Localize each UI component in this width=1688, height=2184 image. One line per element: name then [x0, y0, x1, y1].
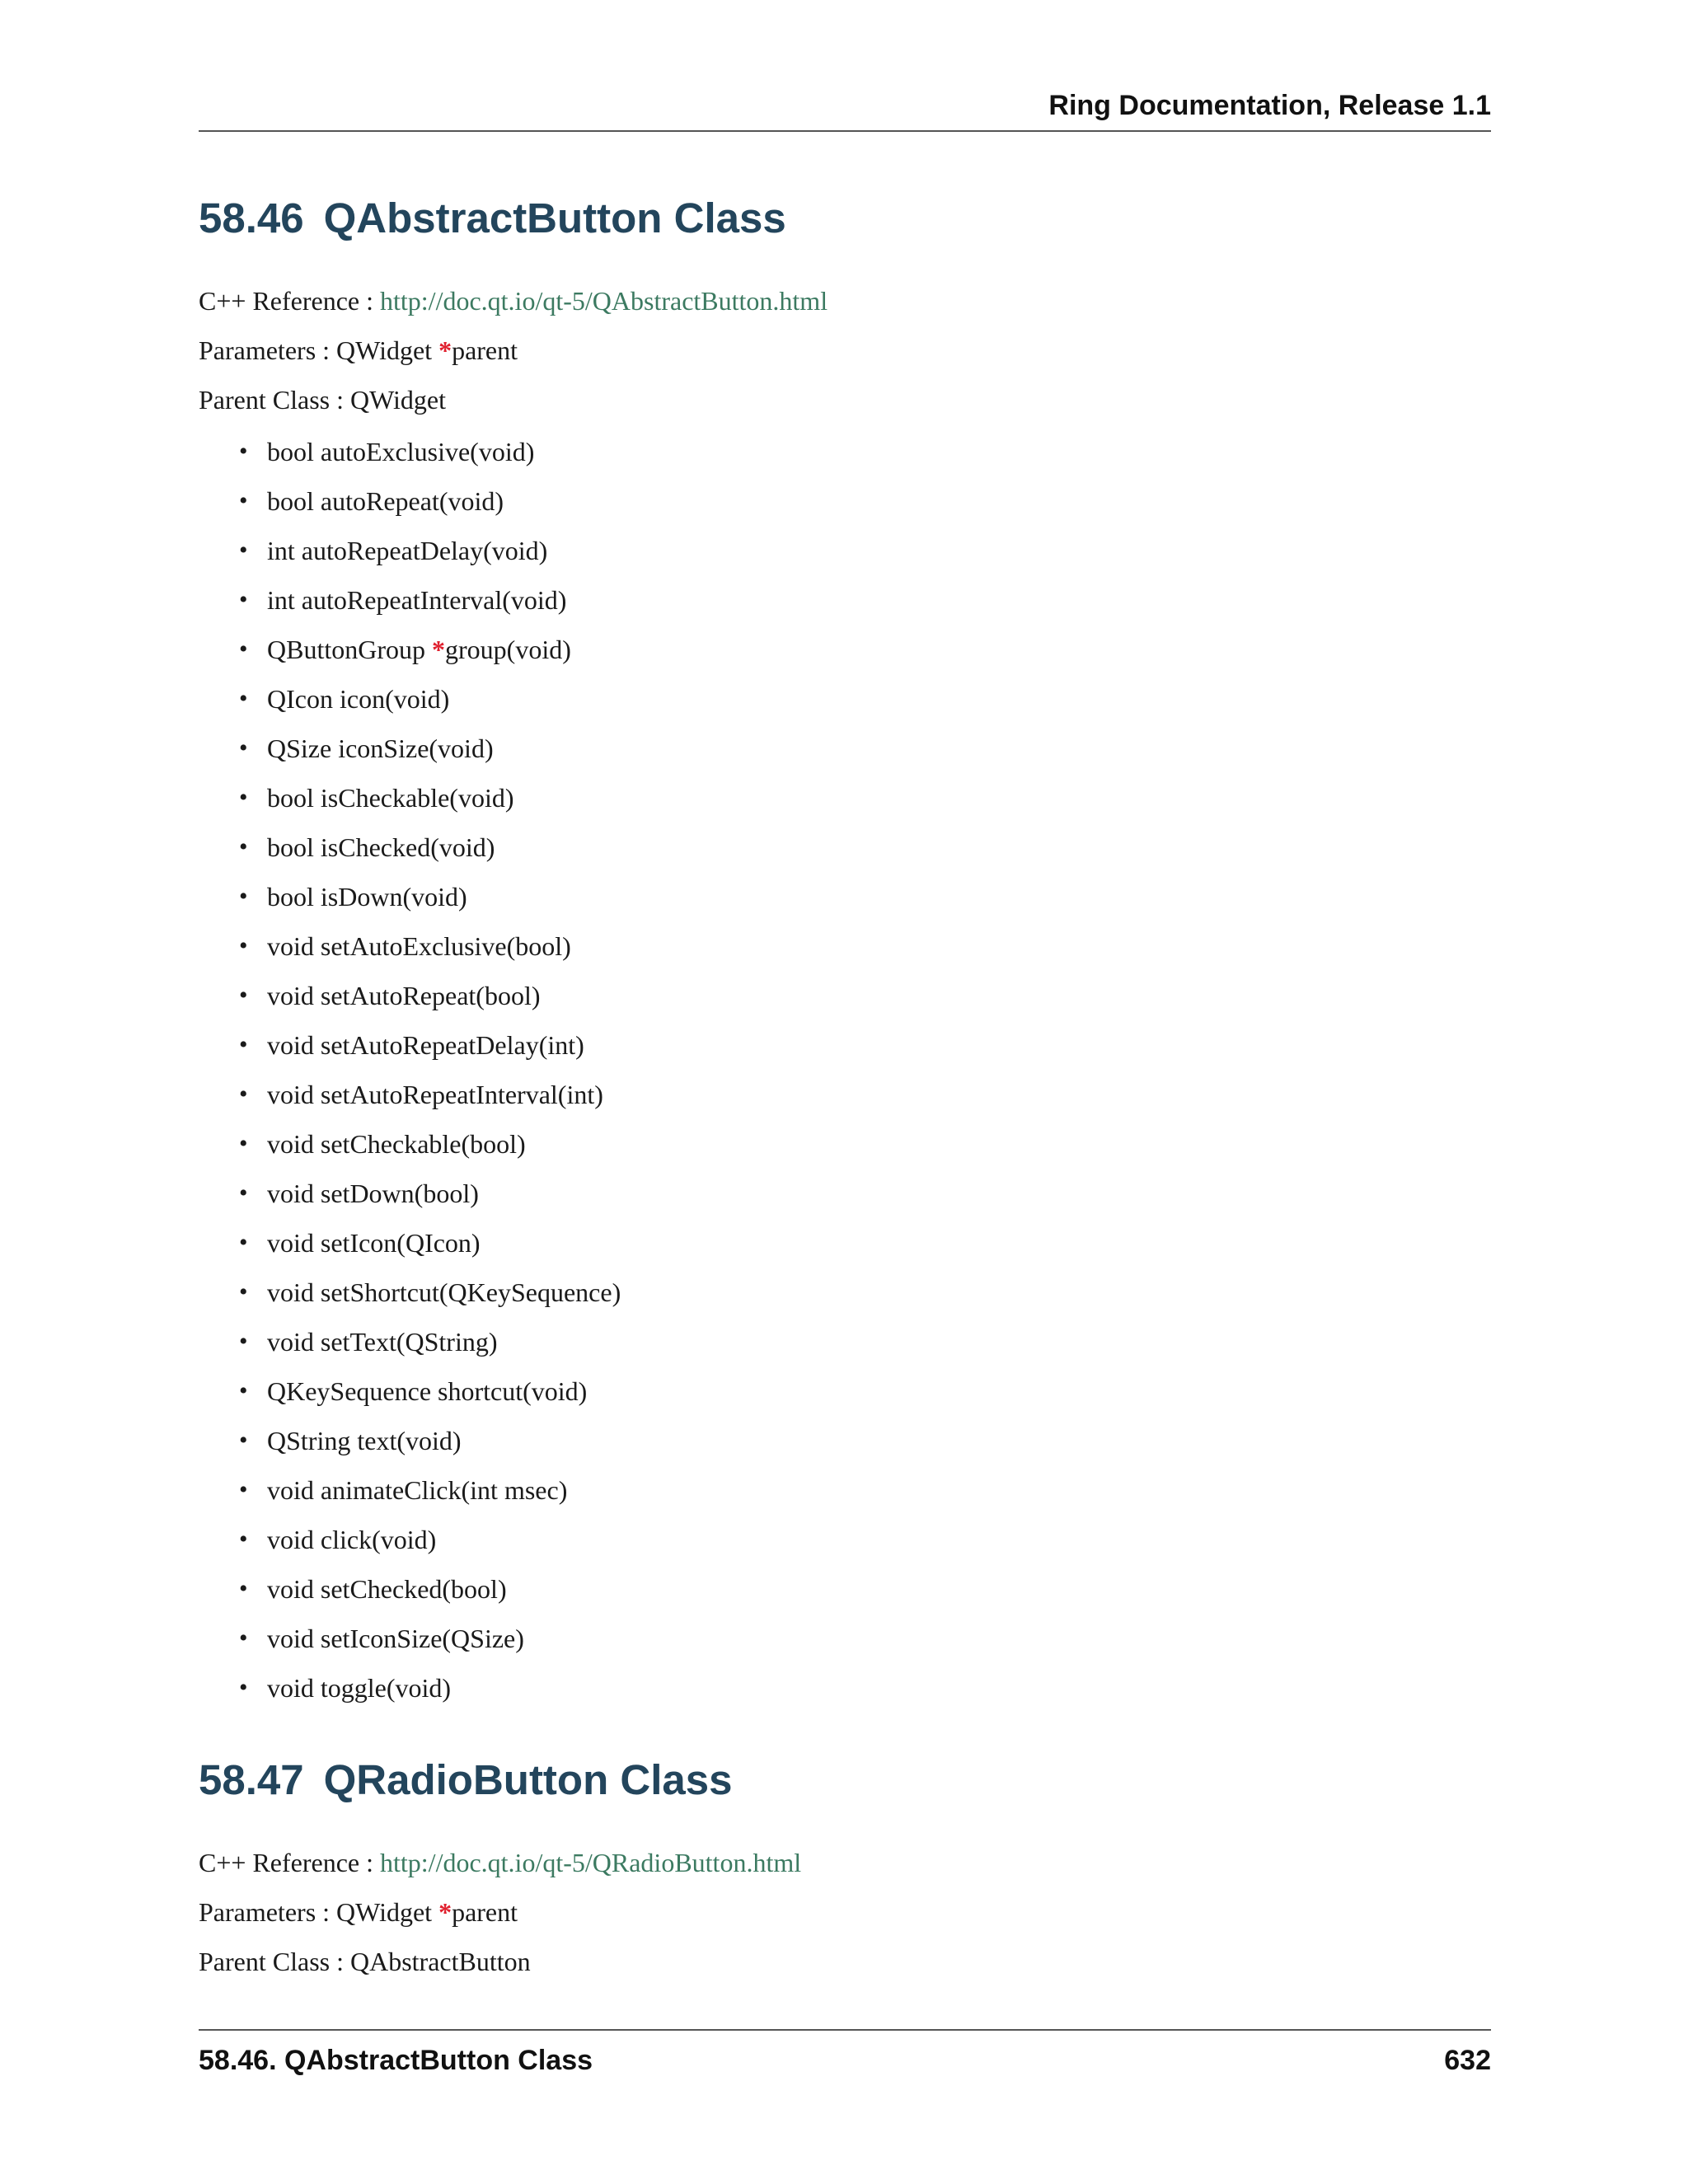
list-item	[199, 1671, 621, 1721]
footer-section: 58.46. QAbstractButton Class	[199, 2045, 593, 2076]
bullet-icon: •	[239, 734, 248, 762]
method-name: group(void)	[445, 635, 571, 664]
list-item	[199, 682, 621, 732]
bullet-icon: •	[239, 537, 248, 564]
method-signature: int autoRepeatInterval(void)	[267, 585, 567, 615]
list-item	[199, 1474, 621, 1523]
list-item	[199, 1078, 621, 1127]
cpp-reference-line	[199, 284, 828, 317]
cpp-reference-line	[199, 1846, 801, 1879]
list-item	[199, 979, 621, 1029]
method-signature: QString text(void)	[267, 1426, 462, 1455]
bullet-icon: •	[239, 1377, 248, 1404]
bullet-icon: •	[239, 982, 248, 1009]
list-item	[199, 1127, 621, 1177]
list-item	[199, 485, 621, 534]
method-signature: void setAutoRepeatDelay(int)	[267, 1030, 584, 1060]
section-number: 58.46	[199, 194, 304, 241]
list-item	[199, 1572, 621, 1622]
method-signature: void setShortcut(QKeySequence)	[267, 1277, 621, 1307]
list-item	[199, 1029, 621, 1078]
method-return-type: QButtonGroup	[267, 635, 432, 664]
bullet-icon: •	[239, 1526, 248, 1553]
bullet-icon: •	[239, 1031, 248, 1058]
method-signature: bool autoExclusive(void)	[267, 437, 535, 466]
list-item	[199, 1325, 621, 1375]
parameters-line	[199, 334, 518, 367]
method-signature: void setIconSize(QSize)	[267, 1624, 524, 1653]
method-signature: bool isCheckable(void)	[267, 783, 514, 813]
bullet-icon: •	[239, 487, 248, 514]
method-signature: QIcon icon(void)	[267, 684, 450, 714]
method-signature: bool isDown(void)	[267, 882, 467, 912]
method-list	[199, 435, 621, 1721]
list-item	[199, 633, 621, 682]
method-signature: void setAutoRepeat(bool)	[267, 981, 541, 1010]
list-item	[199, 1523, 621, 1572]
parameters-line	[199, 1896, 518, 1929]
bullet-icon: •	[239, 1624, 248, 1652]
method-signature: void setAutoRepeatInterval(int)	[267, 1080, 603, 1109]
list-item	[199, 534, 621, 583]
bullet-icon: •	[239, 1080, 248, 1108]
list-item	[199, 831, 621, 880]
cpp-reference-label: C++ Reference :	[199, 286, 380, 316]
bullet-icon: •	[239, 1229, 248, 1256]
method-signature: QSize iconSize(void)	[267, 733, 494, 763]
list-item	[199, 732, 621, 781]
parameters-label: Parameters : QWidget	[199, 1897, 439, 1927]
method-signature: bool autoRepeat(void)	[267, 486, 504, 516]
method-signature: void toggle(void)	[267, 1673, 452, 1703]
page-header	[199, 89, 1491, 132]
list-item	[199, 1226, 621, 1276]
method-signature: void setText(QString)	[267, 1327, 498, 1357]
cpp-reference-link[interactable]: http://doc.qt.io/qt-5/QRadioButton.html	[380, 1848, 802, 1877]
list-item	[199, 880, 621, 930]
method-signature: QKeySequence shortcut(void)	[267, 1376, 588, 1406]
parent-class-line: Parent Class : QWidget	[199, 385, 446, 415]
list-item	[199, 781, 621, 831]
pointer-star: *	[438, 335, 452, 365]
bullet-icon: •	[239, 1179, 248, 1207]
parameters-name: parent	[452, 1897, 518, 1927]
pointer-star: *	[438, 1897, 452, 1927]
bullet-icon: •	[239, 438, 248, 465]
bullet-icon: •	[239, 1427, 248, 1454]
list-item	[199, 930, 621, 979]
cpp-reference-label: C++ Reference :	[199, 1848, 380, 1877]
list-item	[199, 1424, 621, 1474]
cpp-reference-link[interactable]: http://doc.qt.io/qt-5/QAbstractButton.html	[380, 286, 828, 316]
method-signature: void animateClick(int msec)	[267, 1475, 568, 1505]
method-signature: void setIcon(QIcon)	[267, 1228, 481, 1258]
header-title: Ring Documentation, Release 1.1	[1048, 90, 1491, 121]
method-signature: void setAutoExclusive(bool)	[267, 931, 571, 961]
parameters-label: Parameters : QWidget	[199, 335, 439, 365]
method-signature: bool isChecked(void)	[267, 832, 495, 862]
bullet-icon: •	[239, 586, 248, 613]
page-footer	[199, 2029, 1491, 2080]
pointer-star: *	[432, 635, 445, 664]
section-heading-qabstractbutton	[199, 194, 786, 243]
parent-class-line: Parent Class : QAbstractButton	[199, 1947, 531, 1976]
method-signature: void setChecked(bool)	[267, 1574, 507, 1604]
bullet-icon: •	[239, 1476, 248, 1503]
section-heading-qradiobutton	[199, 1755, 732, 1805]
bullet-icon: •	[239, 784, 248, 811]
parameters-name: parent	[452, 335, 518, 365]
list-item	[199, 1177, 621, 1226]
bullet-icon: •	[239, 1130, 248, 1157]
method-signature: int autoRepeatDelay(void)	[267, 536, 548, 565]
list-item	[199, 1276, 621, 1325]
bullet-icon: •	[239, 1328, 248, 1355]
list-item	[199, 583, 621, 633]
bullet-icon: •	[239, 883, 248, 910]
section-number: 58.47	[199, 1756, 304, 1803]
page-number: 632	[1444, 2045, 1491, 2076]
list-item	[199, 1375, 621, 1424]
section-title: QAbstractButton Class	[323, 194, 786, 241]
bullet-icon: •	[239, 685, 248, 712]
method-signature: void click(void)	[267, 1525, 437, 1554]
bullet-icon: •	[239, 833, 248, 860]
list-item	[199, 1622, 621, 1671]
method-signature: void setCheckable(bool)	[267, 1129, 526, 1159]
bullet-icon: •	[239, 1575, 248, 1602]
section-title: QRadioButton Class	[323, 1756, 733, 1803]
bullet-icon: •	[239, 932, 248, 959]
bullet-icon: •	[239, 635, 248, 663]
bullet-icon: •	[239, 1278, 248, 1305]
method-signature: void setDown(bool)	[267, 1179, 479, 1208]
list-item	[199, 435, 621, 485]
bullet-icon: •	[239, 1674, 248, 1701]
